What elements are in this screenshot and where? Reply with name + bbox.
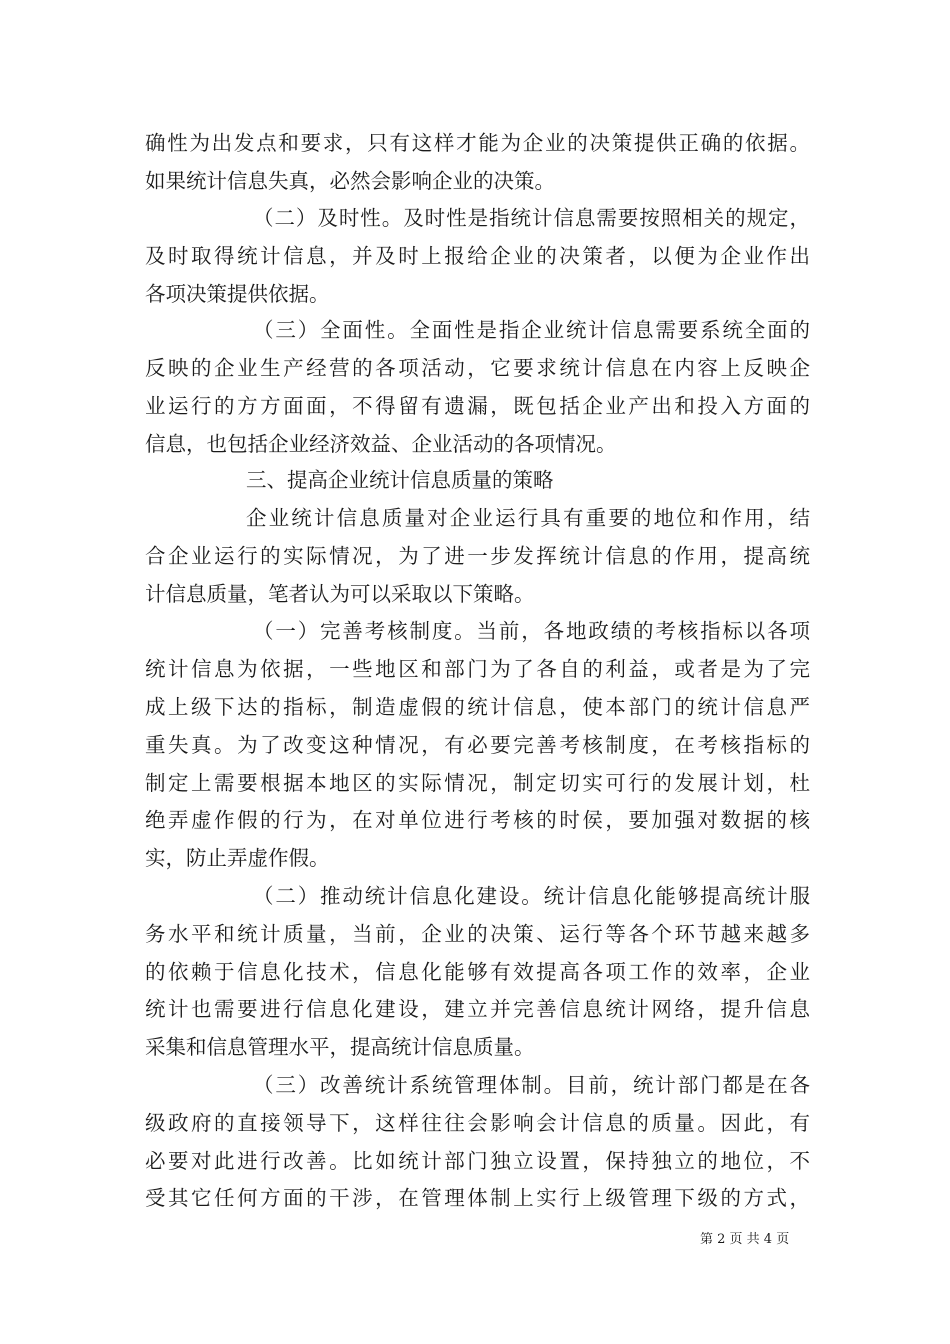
text-line: 制定上需要根据本地区的实际情况，制定切实可行的发展计划，杜	[145, 771, 810, 795]
text-line: （一）完善考核制度。当前，各地政绩的考核指标以各项	[253, 619, 810, 643]
text-line: 受其它任何方面的干涉，在管理体制上实行上级管理下级的方式，	[145, 1186, 810, 1210]
text-line: 统计信息为依据，一些地区和部门为了各自的利益，或者是为了完	[145, 657, 810, 681]
text-line: 企业统计信息质量对企业运行具有重要的地位和作用，结	[246, 506, 810, 530]
text-line: 如果统计信息失真，必然会影响企业的决策。	[145, 169, 555, 193]
text-line: 合企业运行的实际情况，为了进一步发挥统计信息的作用，提高统	[145, 544, 810, 568]
text-line: （二）推动统计信息化建设。统计信息化能够提高统计服	[253, 884, 810, 908]
text-line: （三）改善统计系统管理体制。目前，统计部门都是在各	[253, 1073, 810, 1097]
text-line: （三）全面性。全面性是指企业统计信息需要系统全面的	[253, 318, 810, 342]
text-line: 必要对此进行改善。比如统计部门独立设置，保持独立的地位，不	[145, 1149, 810, 1173]
text-line: 的依赖于信息化技术，信息化能够有效提高各项工作的效率，企业	[145, 960, 810, 984]
text-line: 反映的企业生产经营的各项活动，它要求统计信息在内容上反映企	[145, 356, 810, 380]
text-line: 统计也需要进行信息化建设，建立并完善信息统计网络，提升信息	[145, 997, 810, 1021]
text-line: 成上级下达的指标，制造虚假的统计信息，使本部门的统计信息严	[145, 695, 810, 719]
text-line: 务水平和统计质量，当前，企业的决策、运行等各个环节越来越多	[145, 922, 810, 946]
text-line: 重失真。为了改变这种情况，有必要完善考核制度，在考核指标的	[145, 733, 810, 757]
text-line: 采集和信息管理水平，提高统计信息质量。	[145, 1035, 535, 1059]
section-heading: 三、提高企业统计信息质量的策略	[246, 468, 554, 492]
text-line: 实，防止弄虚作假。	[145, 846, 330, 870]
text-line: 及时取得统计信息，并及时上报给企业的决策者，以便为企业作出	[145, 244, 810, 268]
text-line: 级政府的直接领导下，这样往往会影响会计信息的质量。因此，有	[145, 1111, 810, 1135]
text-line: 确性为出发点和要求，只有这样才能为企业的决策提供正确的依据。	[145, 131, 810, 155]
text-line: 各项决策提供依据。	[145, 282, 330, 306]
text-line: 绝弄虚作假的行为，在对单位进行考核的时侯，要加强对数据的核	[145, 808, 810, 832]
text-line: 计信息质量，笔者认为可以采取以下策略。	[145, 582, 535, 606]
text-line: 业运行的方方面面，不得留有遗漏，既包括企业产出和投入方面的	[145, 394, 810, 418]
text-line: 信息，也包括企业经济效益、企业活动的各项情况。	[145, 432, 617, 456]
text-line: （二）及时性。及时性是指统计信息需要按照相关的规定，	[253, 206, 810, 230]
page-number: 第 2 页 共 4 页	[700, 1232, 790, 1247]
